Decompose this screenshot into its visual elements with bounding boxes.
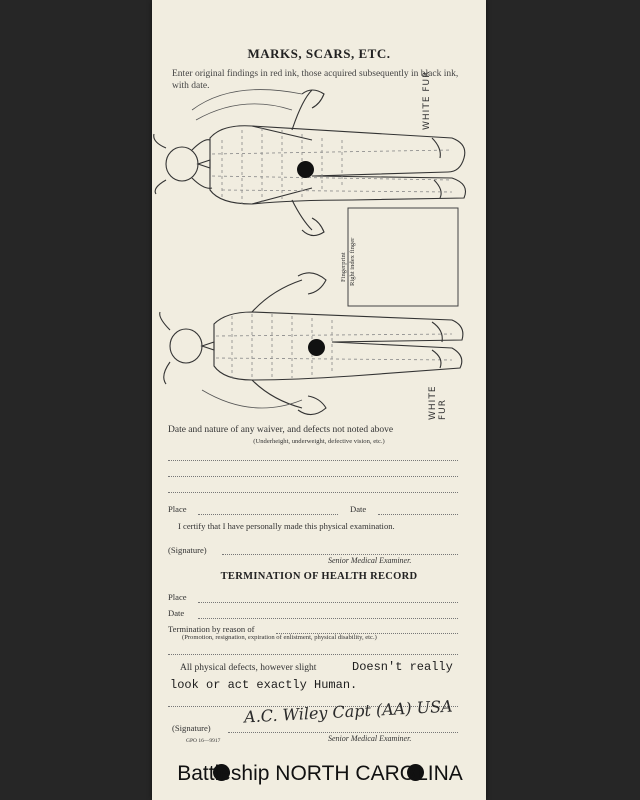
term-extra-line <box>168 654 458 655</box>
place-label: Place <box>168 504 187 514</box>
fingerprint-box <box>348 208 458 306</box>
lower-fur-note: WHITE FUR <box>428 385 448 420</box>
signature-label-2: (Signature) <box>172 723 211 733</box>
health-record-form <box>152 0 486 800</box>
handwritten-signature: A.C. Wiley Capt (AA) USA <box>243 696 454 727</box>
punch-hole <box>297 161 314 178</box>
form-instruction: Enter original findings in red ink, those acquired subsequently in black ink, with date. <box>172 69 459 91</box>
date-label: Date <box>350 504 367 514</box>
term-date-label: Date <box>168 608 185 618</box>
caption: Battleship NORTH CAROLINA <box>177 762 463 785</box>
waiver-heading: Date and nature of any waiver, and defects not noted above <box>168 425 394 435</box>
upper-fur-note: WHITE FUR <box>422 70 432 130</box>
gpo-code: GPO 16—9917 <box>186 738 221 744</box>
waiver-line <box>168 476 458 477</box>
defects-typed-2: look or act exactly Human. <box>170 678 358 692</box>
date-line <box>378 514 458 515</box>
signature-line-2 <box>228 732 458 733</box>
term-reason-label: Termination by reason of <box>168 624 255 634</box>
punch-hole <box>308 339 325 356</box>
term-reason-note: (Promotion, resignation, expiration of enlistment, physical disability, etc.) <box>182 634 377 641</box>
certify-text: I certify that I have personally made this physical examination. <box>178 521 395 531</box>
waiver-line <box>168 460 458 461</box>
signature-label: (Signature) <box>168 545 207 555</box>
waiver-note: (Underheight, underweight, defective vision, etc.) <box>253 438 385 445</box>
defects-label: All physical defects, however slight <box>180 663 317 673</box>
examiner-label-2: Senior Medical Examiner. <box>328 734 412 743</box>
term-place-label: Place <box>168 592 187 602</box>
termination-title: TERMINATION OF HEALTH RECORD <box>220 571 418 582</box>
place-line <box>198 514 338 515</box>
examiner-label: Senior Medical Examiner. <box>328 556 412 565</box>
form-title: MARKS, SCARS, ETC. <box>247 46 391 61</box>
signature-line <box>222 554 458 555</box>
term-place-line <box>198 602 458 603</box>
defects-typed-1: Doesn't really <box>352 660 453 674</box>
waiver-line <box>168 492 458 493</box>
term-date-line <box>198 618 458 619</box>
fingerprint-sublabel: Right index finger <box>349 237 356 286</box>
fingerprint-label: Fingerprint <box>340 252 347 282</box>
